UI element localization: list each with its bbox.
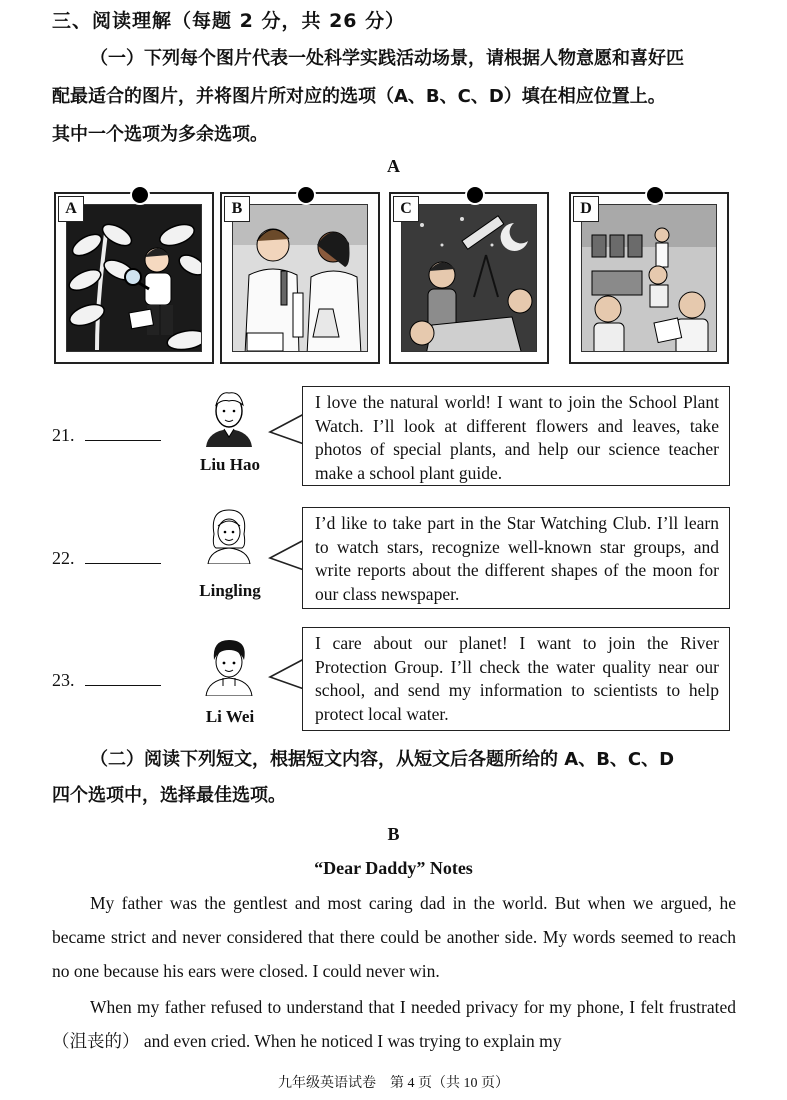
recycling-garden-icon — [581, 204, 717, 352]
instr-line-1: （一）下列每个图片代表一处科学实践活动场景，请根据人物意愿和喜好匹 — [90, 48, 684, 69]
paragraph-text: When my father refused to understand that I needed privacy for my phone, I felt frustrated（沮丧的） and even cried. When he noticed I was trying to explain my — [52, 997, 736, 1051]
passage-title: “Dear Daddy” Notes — [314, 858, 473, 878]
boy-avatar-icon — [196, 387, 262, 447]
person-name: Lingling — [199, 581, 261, 600]
page-footer: 九年级英语试卷 第 4 页（共 10 页） — [278, 1076, 509, 1091]
part2-line-2: 四个选项中，选择最佳选项。 — [52, 785, 286, 806]
pin-dot-icon — [130, 185, 150, 205]
speech-tail-icon — [268, 536, 306, 576]
picture-c-label: C — [393, 196, 419, 222]
section-title: 三、阅读理解（每题 2 分，共 26 分） — [52, 10, 406, 32]
speech-tail-icon — [268, 410, 306, 450]
question-number: 22. — [52, 548, 75, 568]
section-b-letter: B — [387, 824, 400, 844]
pin-dot-icon — [465, 185, 485, 205]
boy-avatar-icon — [196, 636, 262, 696]
question-21 — [52, 425, 161, 446]
picture-d-label: D — [573, 196, 599, 222]
picture-c — [389, 192, 549, 364]
answer-blank[interactable] — [85, 671, 161, 686]
instr-line-2: 配最适合的图片，并将图片所对应的选项（A、B、C、D）填在相应位置上。 — [52, 86, 666, 107]
plant-magnifier-icon — [66, 204, 202, 352]
question-22 — [52, 548, 161, 569]
answer-blank[interactable] — [85, 549, 161, 564]
picture-d — [569, 192, 729, 364]
picture-b — [220, 192, 380, 364]
picture-a-label: A — [58, 196, 84, 222]
telescope-stars-icon — [401, 204, 537, 352]
pin-dot-icon — [296, 185, 316, 205]
question-number: 21. — [52, 425, 75, 445]
section-a-letter: A — [387, 156, 400, 176]
person-name: Li Wei — [205, 707, 255, 726]
instr-line-3: 其中一个选项为多余选项。 — [52, 124, 268, 145]
answer-blank[interactable] — [85, 426, 161, 441]
speech-tail-icon — [268, 655, 306, 695]
question-number: 23. — [52, 670, 75, 690]
part1-instructions — [52, 40, 742, 154]
paragraph-text: My father was the gentlest and most caring dad in the world. But when we argued, he became strict and never considered that there could be another side. My words seemed to reach no one because his ears were closed. I could never win. — [52, 893, 736, 981]
pin-dot-icon — [645, 185, 665, 205]
speech-bubble-21: I love the natural world! I want to join the School Plant Watch. I’ll look at different flowers and leaves, take photos of special plants, and help our science teacher make a school plant guide. — [302, 386, 730, 486]
question-23 — [52, 670, 161, 691]
picture-a — [54, 192, 214, 364]
passage-paragraph-1 — [52, 886, 736, 988]
passage-paragraph-2 — [52, 990, 736, 1058]
speech-bubble-23: I care about our planet! I want to join the River Protection Group. I’ll check the water quality near our school, and send my information to scientists to help protect local water. — [302, 627, 730, 731]
part2-line-1: （二）阅读下列短文，根据短文内容，从短文后各题所给的 A、B、C、D — [90, 749, 675, 770]
part2-instructions — [52, 742, 742, 814]
girl-avatar-icon — [196, 504, 262, 564]
lab-experiment-icon — [232, 204, 368, 352]
person-name: Liu Hao — [200, 455, 260, 474]
picture-b-label: B — [224, 196, 250, 222]
speech-bubble-22: I’d like to take part in the Star Watching Club. I’ll learn to watch stars, recognize well-known star groups, and write reports about the different shapes of the moon for our class newspaper. — [302, 507, 730, 609]
